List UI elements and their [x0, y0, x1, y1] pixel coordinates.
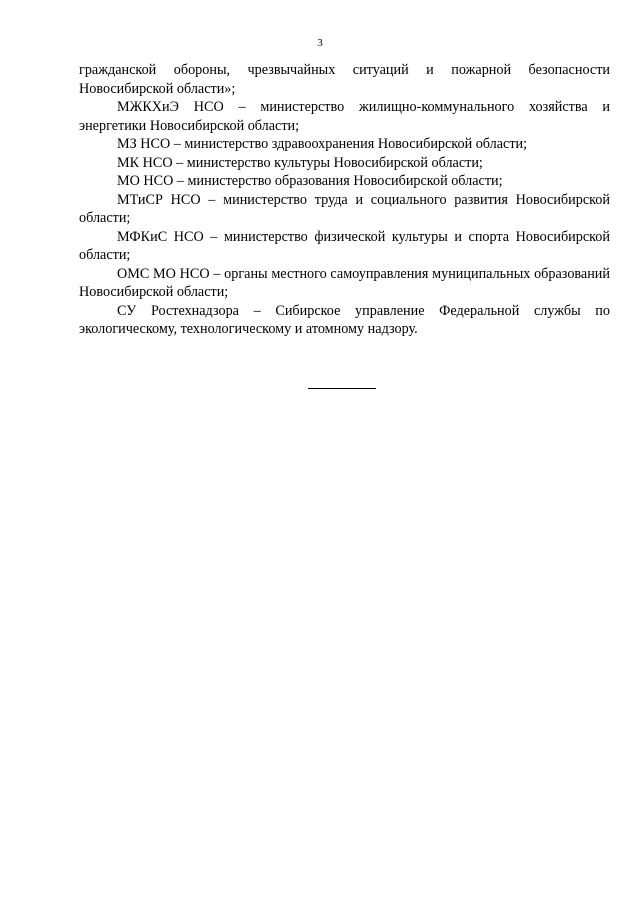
paragraph-mo-nso: МО НСО – министерство образования Новосибирской области;: [117, 173, 503, 189]
paragraph-mk-nso: МК НСО – министерство культуры Новосибирской области;: [117, 154, 483, 171]
page-number: 3: [317, 37, 323, 49]
paragraph-mfkis-nso: МФКиС НСО – министерство физической культуры и спорта Новосибирской области;: [79, 228, 610, 263]
paragraph-mzhkhie-nso: МЖКХиЭ НСО – министерство жилищно-коммунального хозяйства и энергетики Новосибирской области;: [79, 99, 610, 134]
paragraph-mtisr-nso: МТиСР НСО – министерство труда и социального развития Новосибирской области;: [79, 191, 610, 226]
paragraph-oms-mo-nso: ОМС МО НСО – органы местного самоуправления муниципальных образований Новосибирской области;: [79, 265, 610, 300]
abbreviations-list: [79, 61, 610, 339]
paragraph-continuation: гражданской обороны, чрезвычайных ситуаций и пожарной безопасности Новосибирской области»;: [79, 62, 610, 97]
end-separator-line: [308, 388, 376, 389]
paragraph-mz-nso: МЗ НСО – министерство здравоохранения Новосибирской области;: [117, 136, 528, 152]
paragraph-su-rostekhnadzor: СУ Ростехнадзора – Сибирское управление Федеральной службы по экологическому, технологическому и атомному надзору.: [79, 302, 610, 337]
